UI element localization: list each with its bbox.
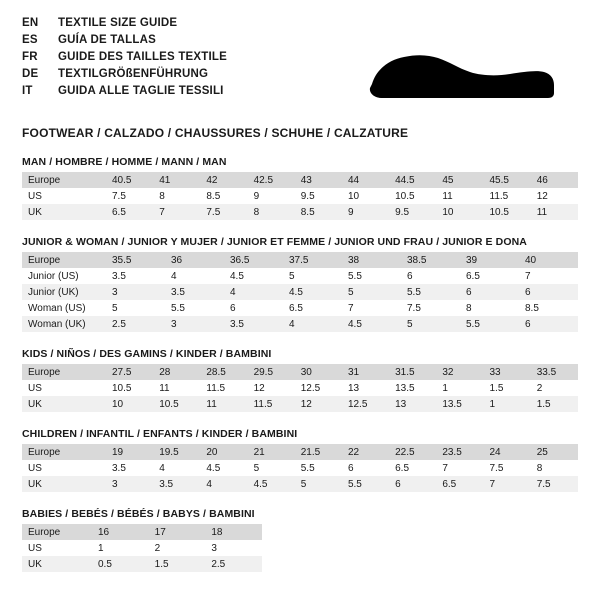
cell: 41 xyxy=(153,172,200,188)
table-row xyxy=(22,300,578,316)
cell: 35.5 xyxy=(106,252,165,268)
language-row xyxy=(22,33,227,48)
language-title: GUÍA DE TALLAS xyxy=(58,34,156,46)
cell: 4 xyxy=(200,476,247,492)
table-row xyxy=(22,204,578,220)
size-table-babies xyxy=(22,524,262,572)
cell: 4 xyxy=(171,270,177,282)
cell: 46 xyxy=(531,172,578,188)
row-label: Europe xyxy=(22,444,106,460)
row-label: US xyxy=(28,190,42,202)
section-man xyxy=(22,156,578,220)
dress-shoe-icon xyxy=(358,30,558,110)
cell: 6 xyxy=(407,270,413,282)
cell: 38.5 xyxy=(401,252,460,268)
cell: 12 xyxy=(536,190,548,202)
language-title-list xyxy=(22,16,227,99)
cell: 6 xyxy=(389,476,436,492)
cell: 10 xyxy=(436,204,483,220)
cell: 33 xyxy=(484,364,531,380)
size-table-junior-woman xyxy=(22,252,578,332)
cell: 45.5 xyxy=(484,172,531,188)
cell: 5.5 xyxy=(401,284,460,300)
cell: 2.5 xyxy=(205,556,262,572)
table-row xyxy=(22,252,578,268)
cell: 8.5 xyxy=(295,204,342,220)
language-row xyxy=(22,50,227,65)
cell: 6 xyxy=(519,316,578,332)
cell: 9.5 xyxy=(389,204,436,220)
cell: 42.5 xyxy=(248,172,295,188)
row-label: Junior (UK) xyxy=(22,284,106,300)
cell: 7.5 xyxy=(489,462,504,474)
cell: 1.5 xyxy=(489,382,504,394)
cell: 7.5 xyxy=(200,204,247,220)
cell: 42 xyxy=(200,172,247,188)
cell: 10.5 xyxy=(484,204,531,220)
cell: 5 xyxy=(342,284,401,300)
cell: 9.5 xyxy=(300,190,315,202)
cell: 43 xyxy=(295,172,342,188)
cell: 29.5 xyxy=(248,364,295,380)
cell: 10 xyxy=(106,396,153,412)
cell: 3 xyxy=(165,316,224,332)
cell: 5.5 xyxy=(300,462,315,474)
cell: 5.5 xyxy=(348,270,362,282)
row-label: US xyxy=(28,382,42,394)
cell: 38 xyxy=(342,252,401,268)
cell: 4 xyxy=(283,316,342,332)
cell: 7.5 xyxy=(531,476,578,492)
cell: 44.5 xyxy=(389,172,436,188)
cell: 21.5 xyxy=(295,444,342,460)
cell: 3.5 xyxy=(165,284,224,300)
cell: 10 xyxy=(347,190,360,202)
table-row xyxy=(22,172,578,188)
language-code: FR xyxy=(22,51,38,63)
cell: 1 xyxy=(98,542,104,554)
cell: 6.5 xyxy=(106,204,153,220)
section-junior-woman xyxy=(22,236,578,332)
cell: 21 xyxy=(248,444,295,460)
cell: 31 xyxy=(342,364,389,380)
cell: 2 xyxy=(536,382,543,394)
cell: 8 xyxy=(466,302,472,314)
cell: 1 xyxy=(442,382,448,394)
cell: 11 xyxy=(159,382,170,394)
cell: 3.5 xyxy=(153,476,200,492)
row-label: UK xyxy=(22,476,106,492)
cell: 8.5 xyxy=(206,190,221,202)
cell: 9 xyxy=(253,190,260,202)
cell: 1.5 xyxy=(531,396,578,412)
cell: 12 xyxy=(253,382,265,394)
cell: 6.5 xyxy=(436,476,483,492)
cell: 9 xyxy=(342,204,389,220)
cell: 5 xyxy=(253,462,260,474)
page-header xyxy=(22,16,578,110)
cell: 4 xyxy=(159,462,165,474)
cell: 11.5 xyxy=(206,382,226,394)
table-row xyxy=(22,268,578,284)
section-title: BABIES / BEBÉS / BÉBÉS / BABYS / BAMBINI xyxy=(22,508,255,520)
cell: 13 xyxy=(389,396,436,412)
language-code: IT xyxy=(22,85,33,97)
cell: 19 xyxy=(106,444,153,460)
cell: 39 xyxy=(460,252,519,268)
language-code: EN xyxy=(22,17,39,29)
table-row xyxy=(22,396,578,412)
cell: 6.5 xyxy=(395,462,410,474)
table-row xyxy=(22,364,578,380)
cell: 18 xyxy=(205,524,262,540)
cell: 3 xyxy=(106,284,165,300)
cell: 13 xyxy=(347,382,360,394)
row-label: Junior (US) xyxy=(28,270,79,282)
cell: 2.5 xyxy=(106,316,165,332)
cell: 6.5 xyxy=(289,302,303,314)
language-row xyxy=(22,84,227,99)
cell: 7.5 xyxy=(407,302,421,314)
cell: 31.5 xyxy=(389,364,436,380)
cell: 5 xyxy=(401,316,460,332)
section-babies xyxy=(22,508,578,572)
cell: 33.5 xyxy=(531,364,578,380)
category-title: FOOTWEAR / CALZADO / CHAUSSURES / SCHUHE / CALZATURE xyxy=(22,126,409,140)
cell: 25 xyxy=(531,444,578,460)
cell: 3.5 xyxy=(112,462,126,474)
cell: 3.5 xyxy=(224,316,283,332)
row-label: Woman (US) xyxy=(28,302,86,314)
cell: 7 xyxy=(442,462,448,474)
language-title: GUIDE DES TAILLES TEXTILE xyxy=(58,51,227,63)
table-row xyxy=(22,524,262,540)
cell: 28.5 xyxy=(200,364,247,380)
table-row xyxy=(22,188,578,204)
cell: 4.5 xyxy=(206,462,221,474)
cell: 10.5 xyxy=(153,396,200,412)
cell: 45 xyxy=(436,172,483,188)
cell: 13.5 xyxy=(395,382,415,394)
cell: 5 xyxy=(112,302,118,314)
table-row xyxy=(22,380,578,396)
cell: 4.5 xyxy=(248,476,295,492)
cell: 7.5 xyxy=(112,190,126,202)
section-children xyxy=(22,428,578,492)
language-title: GUIDA ALLE TAGLIE TESSILI xyxy=(58,85,224,97)
row-label: Europe xyxy=(22,524,92,540)
table-row xyxy=(22,540,262,556)
cell: 4 xyxy=(224,284,283,300)
size-table-man xyxy=(22,172,578,220)
cell: 3 xyxy=(211,542,217,554)
section-title: MAN / HOMBRE / HOMME / MANN / MAN xyxy=(22,156,227,168)
language-code: ES xyxy=(22,34,38,46)
language-row xyxy=(22,16,227,31)
cell: 4.5 xyxy=(230,270,244,282)
cell: 2 xyxy=(154,542,161,554)
cell: 24 xyxy=(484,444,531,460)
cell: 17 xyxy=(149,524,206,540)
row-label: Europe xyxy=(22,252,106,268)
cell: 12 xyxy=(295,396,342,412)
cell: 6 xyxy=(230,302,236,314)
table-row xyxy=(22,460,578,476)
row-label: UK xyxy=(22,556,92,572)
cell: 8.5 xyxy=(525,302,539,314)
cell: 0.5 xyxy=(92,556,149,572)
cell: 30 xyxy=(295,364,342,380)
cell: 1 xyxy=(484,396,531,412)
cell: 40.5 xyxy=(106,172,153,188)
section-title: CHILDREN / INFANTIL / ENFANTS / KINDER / BAMBINI xyxy=(22,428,298,440)
cell: 11.5 xyxy=(489,190,509,202)
size-table-children xyxy=(22,444,578,492)
cell: 16 xyxy=(92,524,149,540)
cell: 8 xyxy=(536,462,543,474)
cell: 40 xyxy=(519,252,578,268)
row-label: Woman (UK) xyxy=(22,316,106,332)
cell: 19.5 xyxy=(153,444,200,460)
row-label: US xyxy=(28,462,42,474)
language-row xyxy=(22,67,227,82)
cell: 10.5 xyxy=(112,382,132,394)
cell: 27.5 xyxy=(106,364,153,380)
cell: 1.5 xyxy=(149,556,206,572)
cell: 5 xyxy=(295,476,342,492)
cell: 36 xyxy=(165,252,224,268)
cell: 37.5 xyxy=(283,252,342,268)
cell: 11 xyxy=(200,396,247,412)
cell: 28 xyxy=(153,364,200,380)
section-title: KIDS / NIÑOS / DES GAMINS / KINDER / BAMBINI xyxy=(22,348,272,360)
cell: 7 xyxy=(525,270,531,282)
section-title: JUNIOR & WOMAN / JUNIOR Y MUJER / JUNIOR ET FEMME / JUNIOR UND FRAU / JUNIOR E DONA xyxy=(22,236,527,248)
table-row xyxy=(22,556,262,572)
cell: 22 xyxy=(342,444,389,460)
table-row xyxy=(22,444,578,460)
table-row xyxy=(22,284,578,300)
table-row xyxy=(22,476,578,492)
cell: 12.5 xyxy=(300,382,321,394)
language-code: DE xyxy=(22,68,39,80)
cell: 12.5 xyxy=(342,396,389,412)
row-label: UK xyxy=(22,396,106,412)
cell: 8 xyxy=(159,190,165,202)
row-label: US xyxy=(28,542,42,554)
cell: 3.5 xyxy=(112,270,126,282)
cell: 32 xyxy=(436,364,483,380)
cell: 7 xyxy=(348,302,354,314)
cell: 6 xyxy=(347,462,354,474)
cell: 11 xyxy=(442,190,453,202)
cell: 36.5 xyxy=(224,252,283,268)
cell: 22.5 xyxy=(389,444,436,460)
row-label: Europe xyxy=(22,364,106,380)
cell: 44 xyxy=(342,172,389,188)
cell: 13.5 xyxy=(436,396,483,412)
language-title: TEXTILE SIZE GUIDE xyxy=(58,17,178,29)
table-row xyxy=(22,316,578,332)
language-title: TEXTILGRÖßENFÜHRUNG xyxy=(58,68,209,80)
cell: 6 xyxy=(460,284,519,300)
cell: 4.5 xyxy=(283,284,342,300)
row-label: Europe xyxy=(22,172,106,188)
cell: 5.5 xyxy=(342,476,389,492)
row-label: UK xyxy=(22,204,106,220)
cell: 5.5 xyxy=(460,316,519,332)
cell: 8 xyxy=(248,204,295,220)
cell: 6.5 xyxy=(466,270,480,282)
cell: 5 xyxy=(289,270,295,282)
cell: 11 xyxy=(531,204,578,220)
cell: 10.5 xyxy=(395,190,415,202)
cell: 7 xyxy=(484,476,531,492)
size-table-kids xyxy=(22,364,578,412)
cell: 5.5 xyxy=(171,302,185,314)
cell: 6 xyxy=(519,284,578,300)
cell: 4.5 xyxy=(342,316,401,332)
cell: 23.5 xyxy=(436,444,483,460)
cell: 20 xyxy=(200,444,247,460)
cell: 7 xyxy=(153,204,200,220)
cell: 3 xyxy=(106,476,153,492)
cell: 11.5 xyxy=(248,396,295,412)
section-kids xyxy=(22,348,578,412)
